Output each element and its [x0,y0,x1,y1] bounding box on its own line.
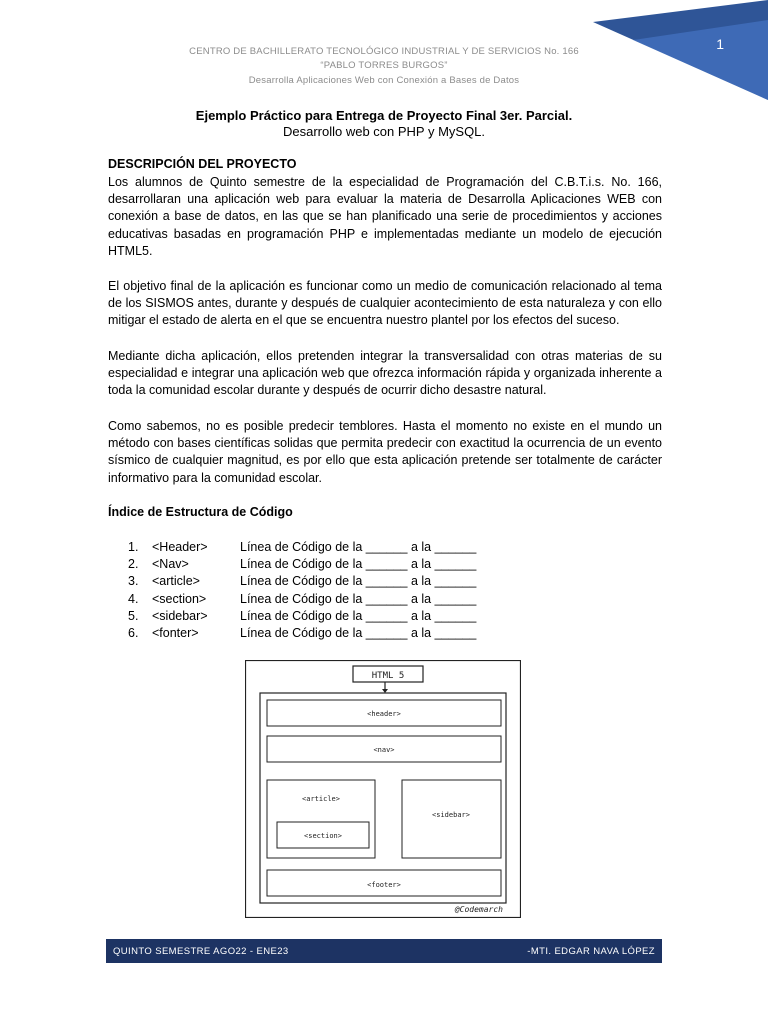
diagram-root-label: HTML 5 [371,671,405,681]
diagram-credit: @Codemarch [454,905,503,914]
index-list [128,539,476,642]
diagram-header-label: <header> [367,710,401,718]
list-item: 6. <fonter> Línea de Código de la ______ a la ______ [128,625,477,640]
list-item: 4. <section> Línea de Código de la ______ a la ______ [128,591,477,606]
description-paragraph-2: El objetivo final de la aplicación es funcionar como un medio de comunicación relacionado al tema de los SISMOS antes, durante y después de cualquier acontecimiento de esta naturaleza y con ello mitigar el estado de alerta en el que se encuentra nuestro plantel por los efectos del suceso. [108,279,662,328]
footer-bar [106,939,662,963]
list-item: 1. <Header> Línea de Código de la ______ a la ______ [128,540,477,554]
diagram-sidebar-label: <sidebar> [432,811,470,819]
list-item: 5. <sidebar> Línea de Código de la ______ a la ______ [128,608,477,623]
footer-author: -MTI. EDGAR NAVA LÓPEZ [527,946,655,957]
page-number: 1 [716,36,724,52]
description-heading: DESCRIPCIÓN DEL PROYECTO [108,157,297,171]
header-school-name: CENTRO DE BACHILLERATO TECNOLÓGICO INDUSTRIAL Y DE SERVICIOS No. 166 [189,46,579,57]
index-heading: Índice de Estructura de Código [108,505,293,519]
description-paragraph-3: Mediante dicha aplicación, ellos pretenden integrar la transversalidad con otras materias de su especialidad e integrar una aplicación web que ofrezca información rápida y organizada inherente a toda la comunidad escolar durante y después de ocurrir dicho desastre natural. [108,349,662,398]
footer-semester: QUINTO SEMESTRE AGO22 - ENE23 [113,946,289,957]
list-item: 3. <article> Línea de Código de la ______ a la ______ [128,574,477,589]
diagram-section-label: <section> [304,832,342,840]
document-title: Ejemplo Práctico para Entrega de Proyecto Final 3er. Parcial. [195,108,573,123]
diagram-article-label: <article> [302,795,340,803]
diagram-footer-label: <footer> [367,881,401,889]
header-course-name: Desarrolla Aplicaciones Web con Conexión a Bases de Datos [248,75,520,86]
html5-structure-diagram [245,660,521,918]
header-school-subtitle: “PABLO TORRES BURGOS” [320,60,448,71]
diagram-sidebar-box [402,780,501,858]
description-paragraph-1: Los alumnos de Quinto semestre de la especialidad de Programación del C.B.T.i.s. No. 166, desarrollaran una aplicación web para evaluar la materia de Desarrolla Aplicaciones WEB con conexión a base de datos, en las que se han planificado una serie de procedimientos y acciones educativas basadas en programación PHP e implementadas mediante un modelo de ejecución HTML5. [108,175,662,258]
document-subtitle: Desarrollo web con PHP y MySQL. [282,124,486,139]
description-paragraph-4: Como sabemos, no es posible predecir temblores. Hasta el momento no existe en el mundo un método con bases científicas solidas que permita predecir con exactitud la ocurrencia de un evento sísmico de cualquier magnitud, es por ello que esta aplicación pretende ser totalmente de carácter informativo para la comunidad escolar. [108,419,662,485]
list-item: 2. <Nav> Línea de Código de la ______ a la ______ [128,557,477,572]
diagram-nav-label: <nav> [373,746,395,754]
